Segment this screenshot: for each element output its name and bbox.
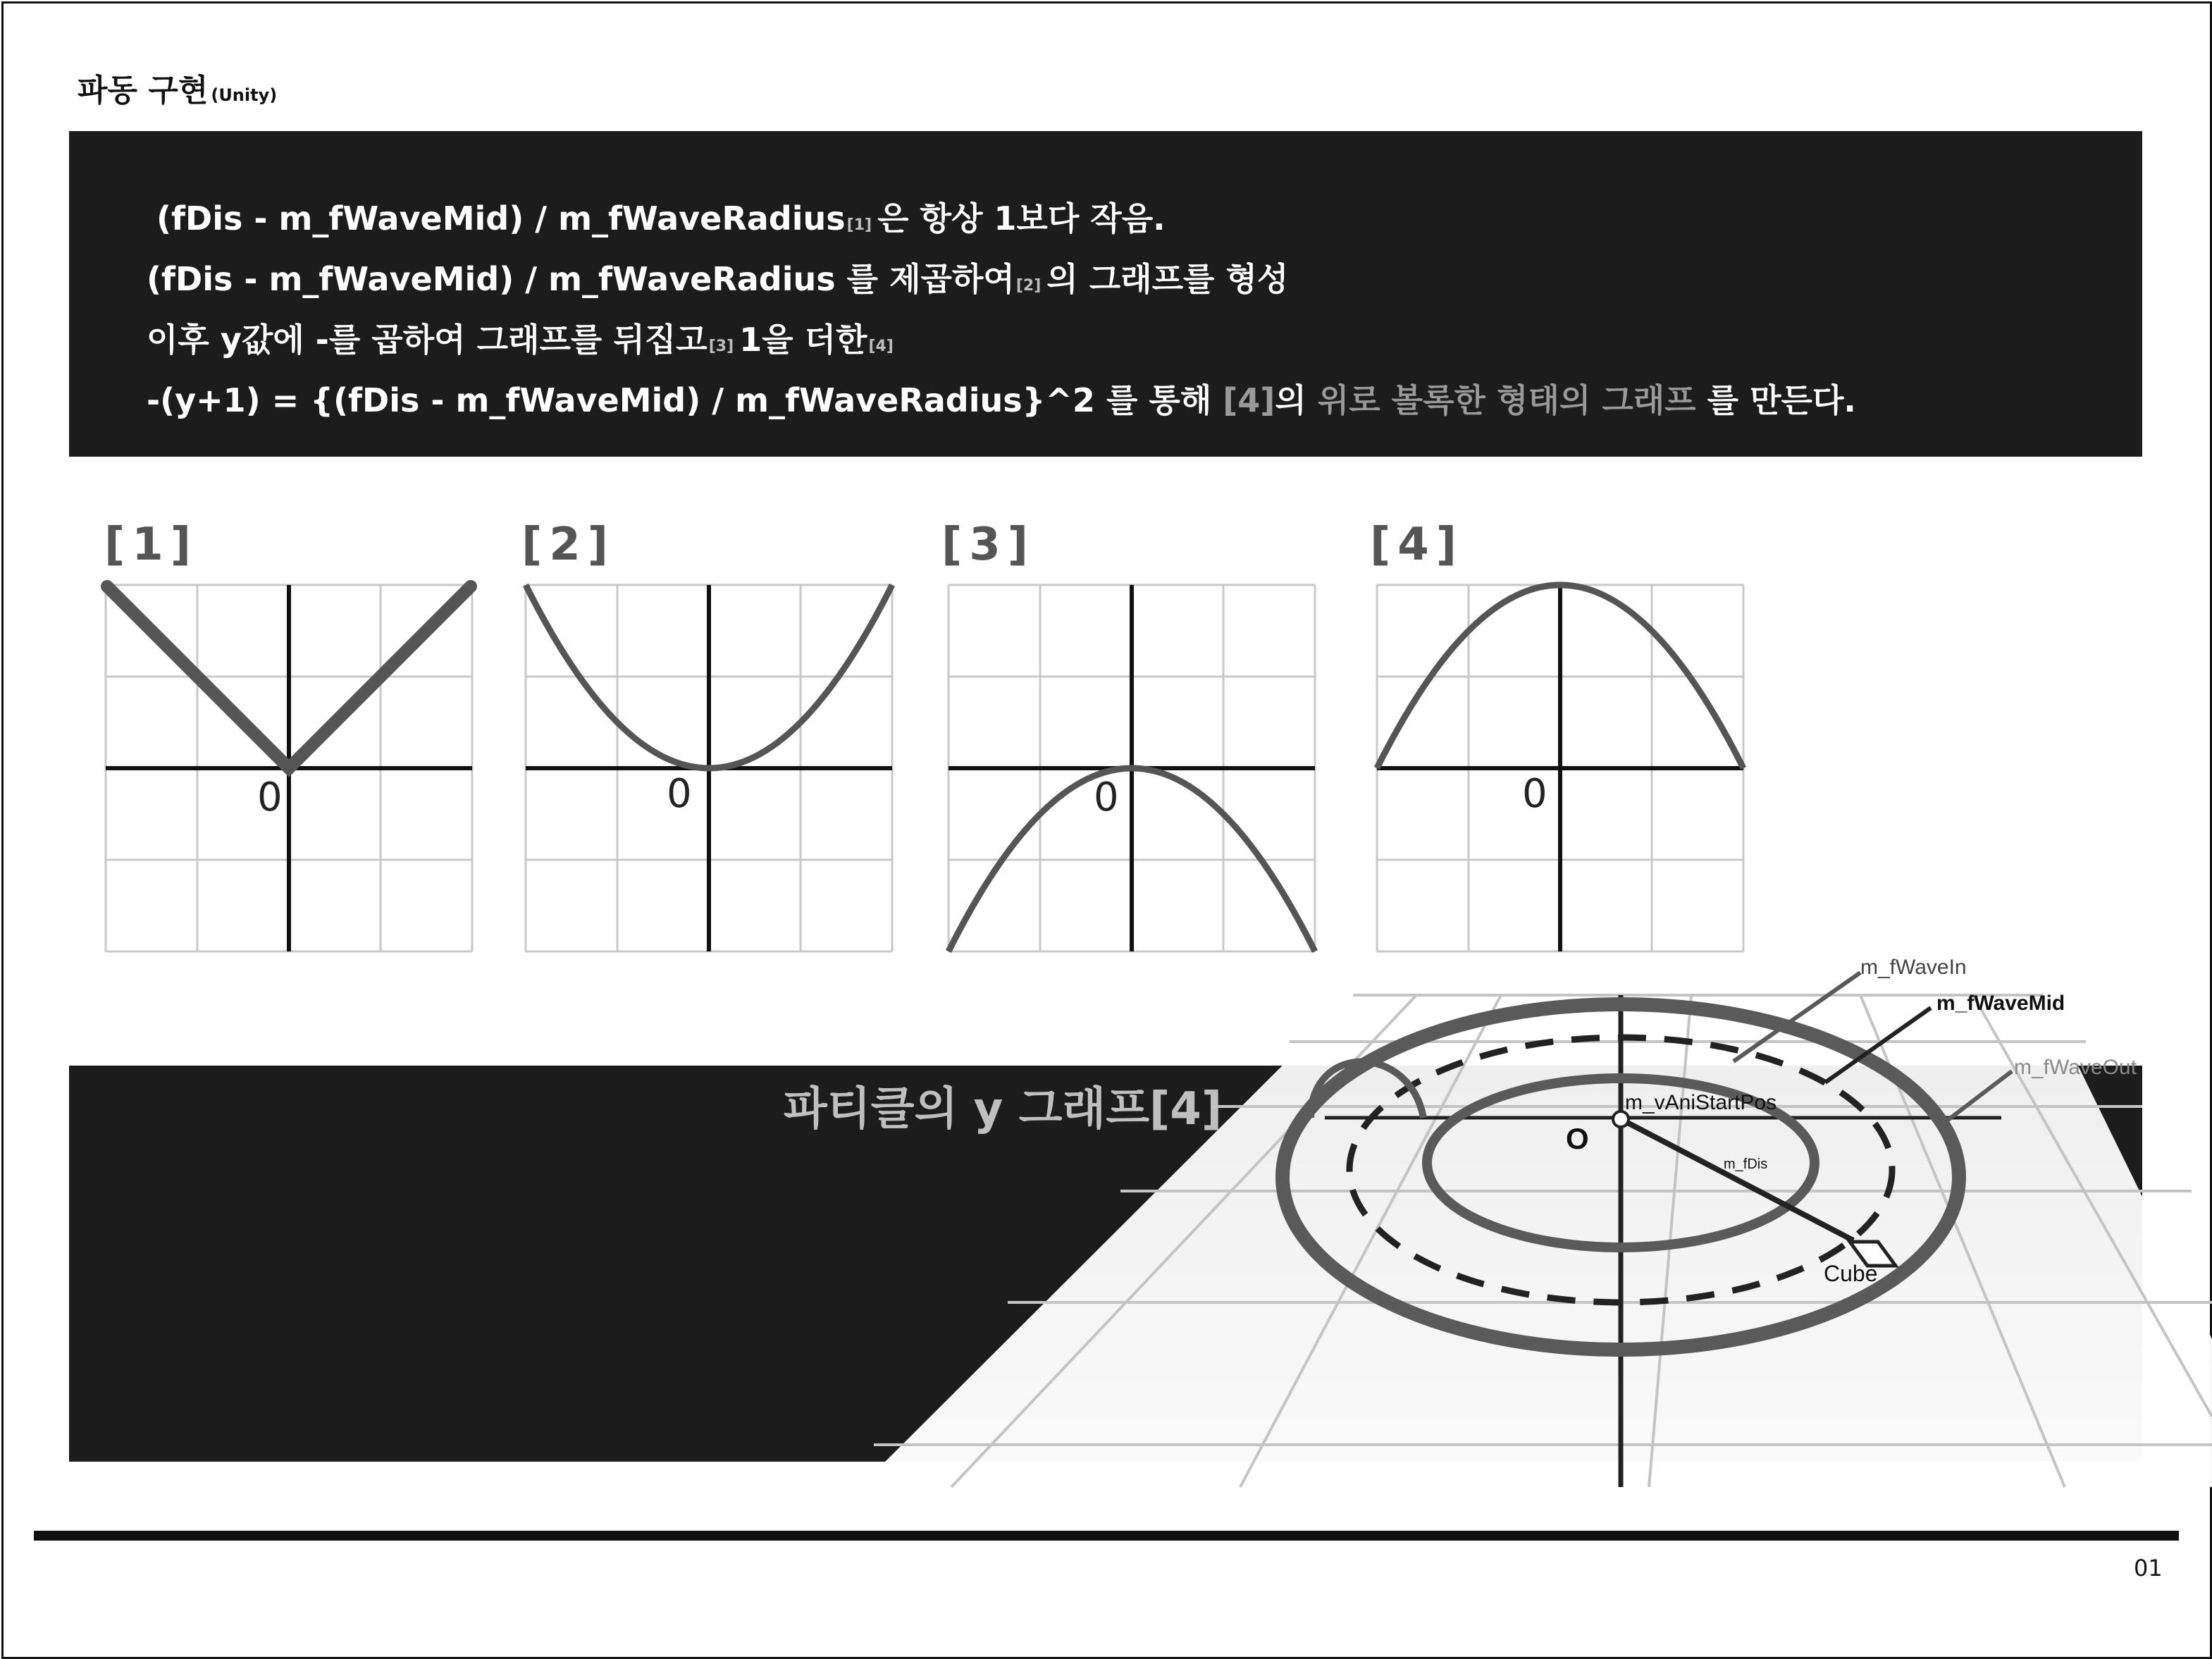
graph-4-label: [4] (1370, 519, 1464, 571)
line4-ref: [4] (1223, 381, 1275, 419)
wave-diagram (705, 958, 2212, 1508)
graph-2-origin-label: 0 (667, 771, 692, 817)
line3-mid: 1을 더한 (739, 321, 867, 359)
page-title (78, 65, 277, 110)
graph-3 (941, 578, 1322, 958)
origin-label: O (1566, 1122, 1589, 1155)
graph-3-label: [3] (941, 519, 1036, 571)
start-pos-label: m_vAniStartPos (1625, 1091, 1777, 1114)
dis-label: m_fDis (1724, 1157, 1768, 1172)
line1-ref: [1] (846, 216, 872, 234)
line2-ref: [2] (1015, 277, 1042, 295)
graph-4 (1370, 578, 1750, 958)
graph-2-label: [2] (521, 519, 616, 571)
wave-out-label: m_fWaveOut (2014, 1056, 2137, 1079)
explanation-line-2 (147, 254, 1288, 300)
wave-in-label: m_fWaveIn (1860, 958, 1967, 979)
line4-highlight: 위로 볼록한 형태의 그래프 (1317, 381, 1696, 419)
line4-joint: 의 (1275, 381, 1306, 419)
graph-2 (519, 578, 899, 958)
line1-rest: 은 항상 1보다 작음. (877, 199, 1166, 238)
explanation-line-4 (147, 375, 1856, 421)
graph-1 (99, 578, 479, 958)
line3-ref2: [4] (868, 338, 894, 355)
cube-label: Cube (1824, 1261, 1878, 1286)
explanation-line-1 (156, 193, 1166, 240)
page-title-text: 파동 구현 (78, 73, 209, 109)
line3-text: 이후 y값에 -를 곱하여 그래프를 뒤집고 (147, 321, 708, 359)
line1-text: (fDis - m_fWaveMid) / m_fWaveRadius (156, 199, 846, 238)
graph-1-origin-label: 0 (257, 775, 283, 820)
explanation-line-3 (147, 314, 899, 361)
graph-1-label: [1] (104, 519, 199, 571)
wave-mid-label: m_fWaveMid (1936, 992, 2065, 1015)
line4-rest: 를 만든다. (1707, 381, 1856, 419)
line2-rest: 의 그래프를 형성 (1046, 260, 1289, 298)
line2-text: (fDis - m_fWaveMid) / m_fWaveRadius 를 제곱하여 (147, 260, 1015, 298)
graph-3-origin-label: 0 (1094, 775, 1119, 820)
line3-ref: [3] (708, 338, 734, 355)
line4-text: -(y+1) = {(fDis - m_fWaveMid) / m_fWaveRadius}^2 를 통해 (147, 381, 1212, 419)
footer-rule (34, 1531, 2179, 1541)
page-title-sub: (Unity) (211, 85, 278, 105)
page-number: 01 (2134, 1555, 2163, 1581)
particle-panel-title: 파티클의 y 그래프[4] (784, 1083, 1223, 1135)
graph-4-origin-label: 0 (1522, 771, 1547, 817)
